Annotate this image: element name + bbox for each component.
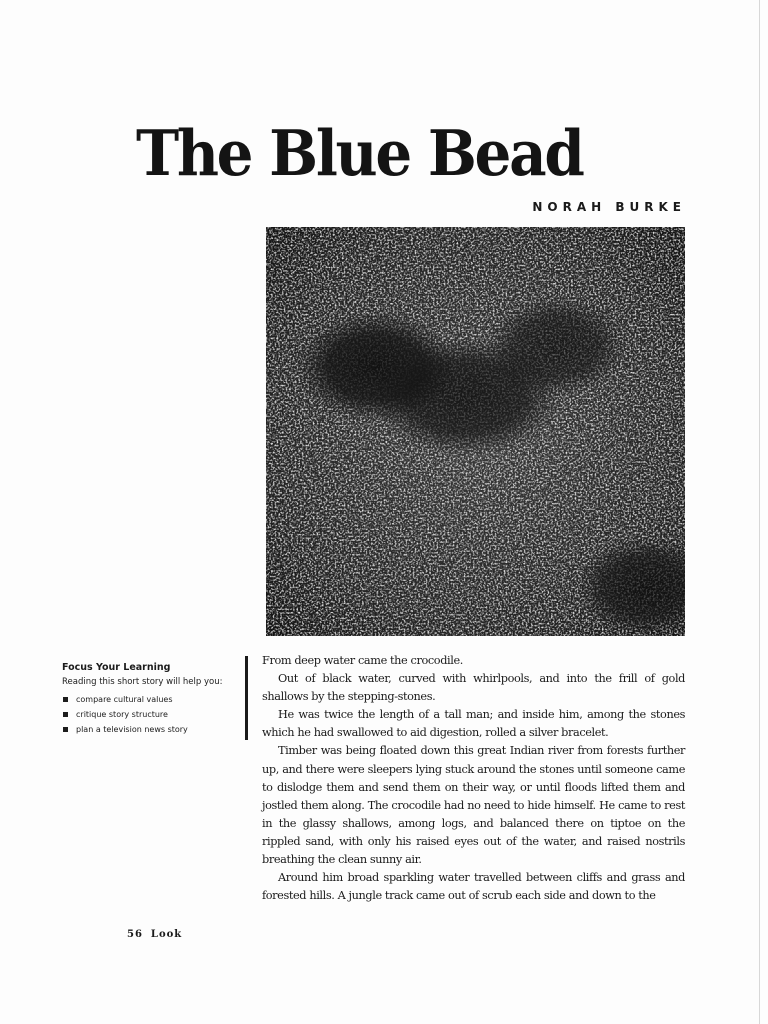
focus-your-learning-box (62, 661, 237, 737)
square-bullet-icon (63, 727, 68, 732)
page-edge-line (759, 0, 760, 1024)
page-folio (127, 929, 182, 940)
story-text (262, 652, 685, 905)
section-name: Look (150, 929, 183, 940)
sidebar-goal-text: plan a television news story (76, 725, 188, 734)
margin-rule (245, 656, 248, 740)
sidebar-intro: Reading this short story will help you: (62, 677, 223, 687)
story-paragraph: Out of black water, curved with whirlpools, and into the frill of gold shallows by the stepping-stones. (262, 672, 685, 704)
story-paragraph: He was twice the length of a tall man; and inside him, among the stones which he had swallowed to aid digestion, rolled a silver bracelet. (262, 708, 685, 740)
story-title: The Blue Bead (136, 116, 583, 190)
author-name: NORAH BURKE (532, 200, 686, 214)
square-bullet-icon (63, 697, 68, 702)
sidebar-goal-text: critique story structure (76, 710, 168, 719)
sidebar-goal-item (62, 722, 237, 737)
sidebar-goal-item (62, 707, 237, 722)
page-number: 56 (127, 929, 143, 940)
story-paragraph: Around him broad sparkling water travelled between cliffs and grass and forested hills. A jungle track came out of scrub each side and down to the (262, 871, 685, 903)
square-bullet-icon (63, 712, 68, 717)
sidebar-goal-list (62, 692, 237, 737)
sidebar-heading: Focus Your Learning (62, 662, 171, 673)
story-paragraph: From deep water came the crocodile. (262, 654, 463, 667)
sidebar-goal-item (62, 692, 237, 707)
sidebar-goal-text: compare cultural values (76, 695, 173, 704)
story-paragraph: Timber was being floated down this great Indian river from forests further up, and there were sleepers lying stuck around the stones until someone came to dislodge them and send them on their way, or until floods lifted them and jostled them along. The crocodile had no need to hide himself. He came to rest in the glassy shallows, among logs, and balanced there on tiptoe on the rippled sand, with only his raised eyes out of the water, and raised nostrils breathing the clean sunny air. (262, 744, 685, 867)
crocodile-skin-photo (266, 227, 685, 636)
